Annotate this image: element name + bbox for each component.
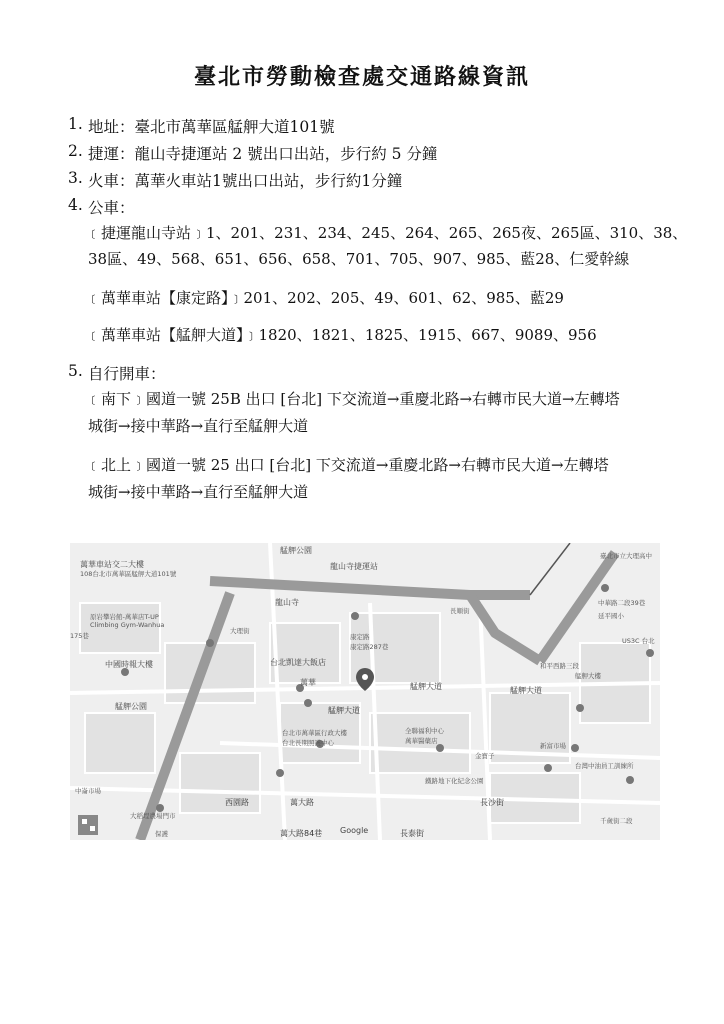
map-label: Climbing Gym-Wanhua <box>90 621 165 629</box>
item-number: 5. <box>68 362 83 380</box>
bus-longshan-line2: 38區、49、568、651、656、658、701、705、907、985、藍28、仁愛幹線 <box>88 250 630 268</box>
item-number: 3. <box>68 169 83 187</box>
map-label: 新富市場 <box>540 742 566 750</box>
map-label: 鐵路地下化紀念公園 <box>425 777 484 785</box>
bus-kangding: ﹝萬華車站【康定路】﹞201、202、205、49、601、62、985、藍29 <box>86 289 564 307</box>
map-label: Google <box>340 826 369 835</box>
drive-north-line1: ﹝北上﹞國道一號 25 出口 [台北] 下交流道→重慶北路→右轉市民大道→左轉塔 <box>86 456 609 474</box>
map-label: 長沙街 <box>480 798 504 807</box>
map-label: US3C 台北 <box>622 637 655 645</box>
item-text: 捷運：龍山寺捷運站 2 號出口出站，步行約 5 分鐘 <box>88 145 438 163</box>
map-label: 艋舺大道 <box>328 706 360 715</box>
drive-north-line2: 城街→接中華路→直行至艋舺大道 <box>88 483 309 501</box>
drive-south-line1: ﹝南下﹞國道一號 25B 出口 [台北] 下交流道→重慶北路→右轉市民大道→左轉塔 <box>86 390 620 408</box>
map-label: 大稻埕農場門市 <box>130 812 176 820</box>
map-label: 大理街 <box>230 627 250 635</box>
item-number: 1. <box>68 115 83 133</box>
map-label: 萬華 <box>300 678 316 687</box>
map-label: 長泰街 <box>400 829 424 838</box>
map-label: 延平國小 <box>598 612 624 620</box>
map-label: 中崙市場 <box>75 787 101 795</box>
map-label: 原岩攀岩館-萬華店T-UP <box>90 613 159 621</box>
map-label: 千歲街二段 <box>600 817 633 825</box>
map-label: 和平西路三段 <box>540 662 579 670</box>
map-label: 萬華車站交二大樓 <box>80 560 144 569</box>
map-label: 台灣中油員工訓練所 <box>575 762 634 770</box>
map-label: 全聯福利中心 <box>405 727 444 735</box>
map-label: 艋舺公園 <box>115 702 147 711</box>
item-text: 地址：臺北市萬華區艋舺大道101號 <box>88 118 335 136</box>
location-map[interactable] <box>70 543 660 840</box>
map-label: 萬大路84巷 <box>280 829 323 838</box>
bus-mengjia: ﹝萬華車站【艋舺大道】﹞1820、1821、1825、1915、667、9089、956 <box>86 326 597 344</box>
map-label: 龍山寺 <box>275 598 299 607</box>
map-label: 中華路二段39巷 <box>598 599 646 607</box>
item-text: 公車： <box>88 199 135 217</box>
item-number: 2. <box>68 142 83 160</box>
map-label: 萬大路 <box>290 798 314 807</box>
map-label: 台北長期照護中心 <box>282 739 334 747</box>
map-label: 金寶子 <box>475 752 495 760</box>
page-title: 臺北市勞動檢查處交通路線資訊 <box>193 64 530 90</box>
map-label: 康定路 <box>350 633 370 641</box>
map-label: 臺北市立大理高中 <box>600 552 652 560</box>
map-label: 長順街 <box>450 607 470 615</box>
drive-south-line2: 城街→接中華路→直行至艋舺大道 <box>88 417 309 435</box>
bus-longshan-line1: ﹝捷運龍山寺站﹞1、201、231、234、245、264、265、265夜、265區、310、38、 <box>86 224 688 242</box>
map-label: 艋舺公園 <box>280 546 312 555</box>
map-label: 艋舺大道 <box>510 686 542 695</box>
map-label: 保護 <box>155 830 168 838</box>
map-label: 龍山寺捷運站 <box>330 562 378 571</box>
map-label: 175巷 <box>70 632 89 640</box>
map-canvas <box>70 543 660 840</box>
map-label: 萬華醫藥店 <box>405 737 438 745</box>
item-number: 4. <box>68 196 83 214</box>
map-label: 艋舺大道 <box>410 682 442 691</box>
map-label: 中國時報大樓 <box>105 660 153 669</box>
map-label: 艋舺大樓 <box>575 672 601 680</box>
item-text: 自行開車： <box>88 365 166 383</box>
item-text: 火車：萬華火車站1號出口出站，步行約1分鐘 <box>88 172 403 190</box>
map-label: 台北市萬華區行政大樓 <box>282 729 347 737</box>
map-label: 康定路287巷 <box>350 643 389 651</box>
map-label: 108台北市萬華區艋舺大道101號 <box>80 570 177 578</box>
map-label: 西園路 <box>225 798 249 807</box>
map-label: 台北凱達大飯店 <box>270 658 326 667</box>
